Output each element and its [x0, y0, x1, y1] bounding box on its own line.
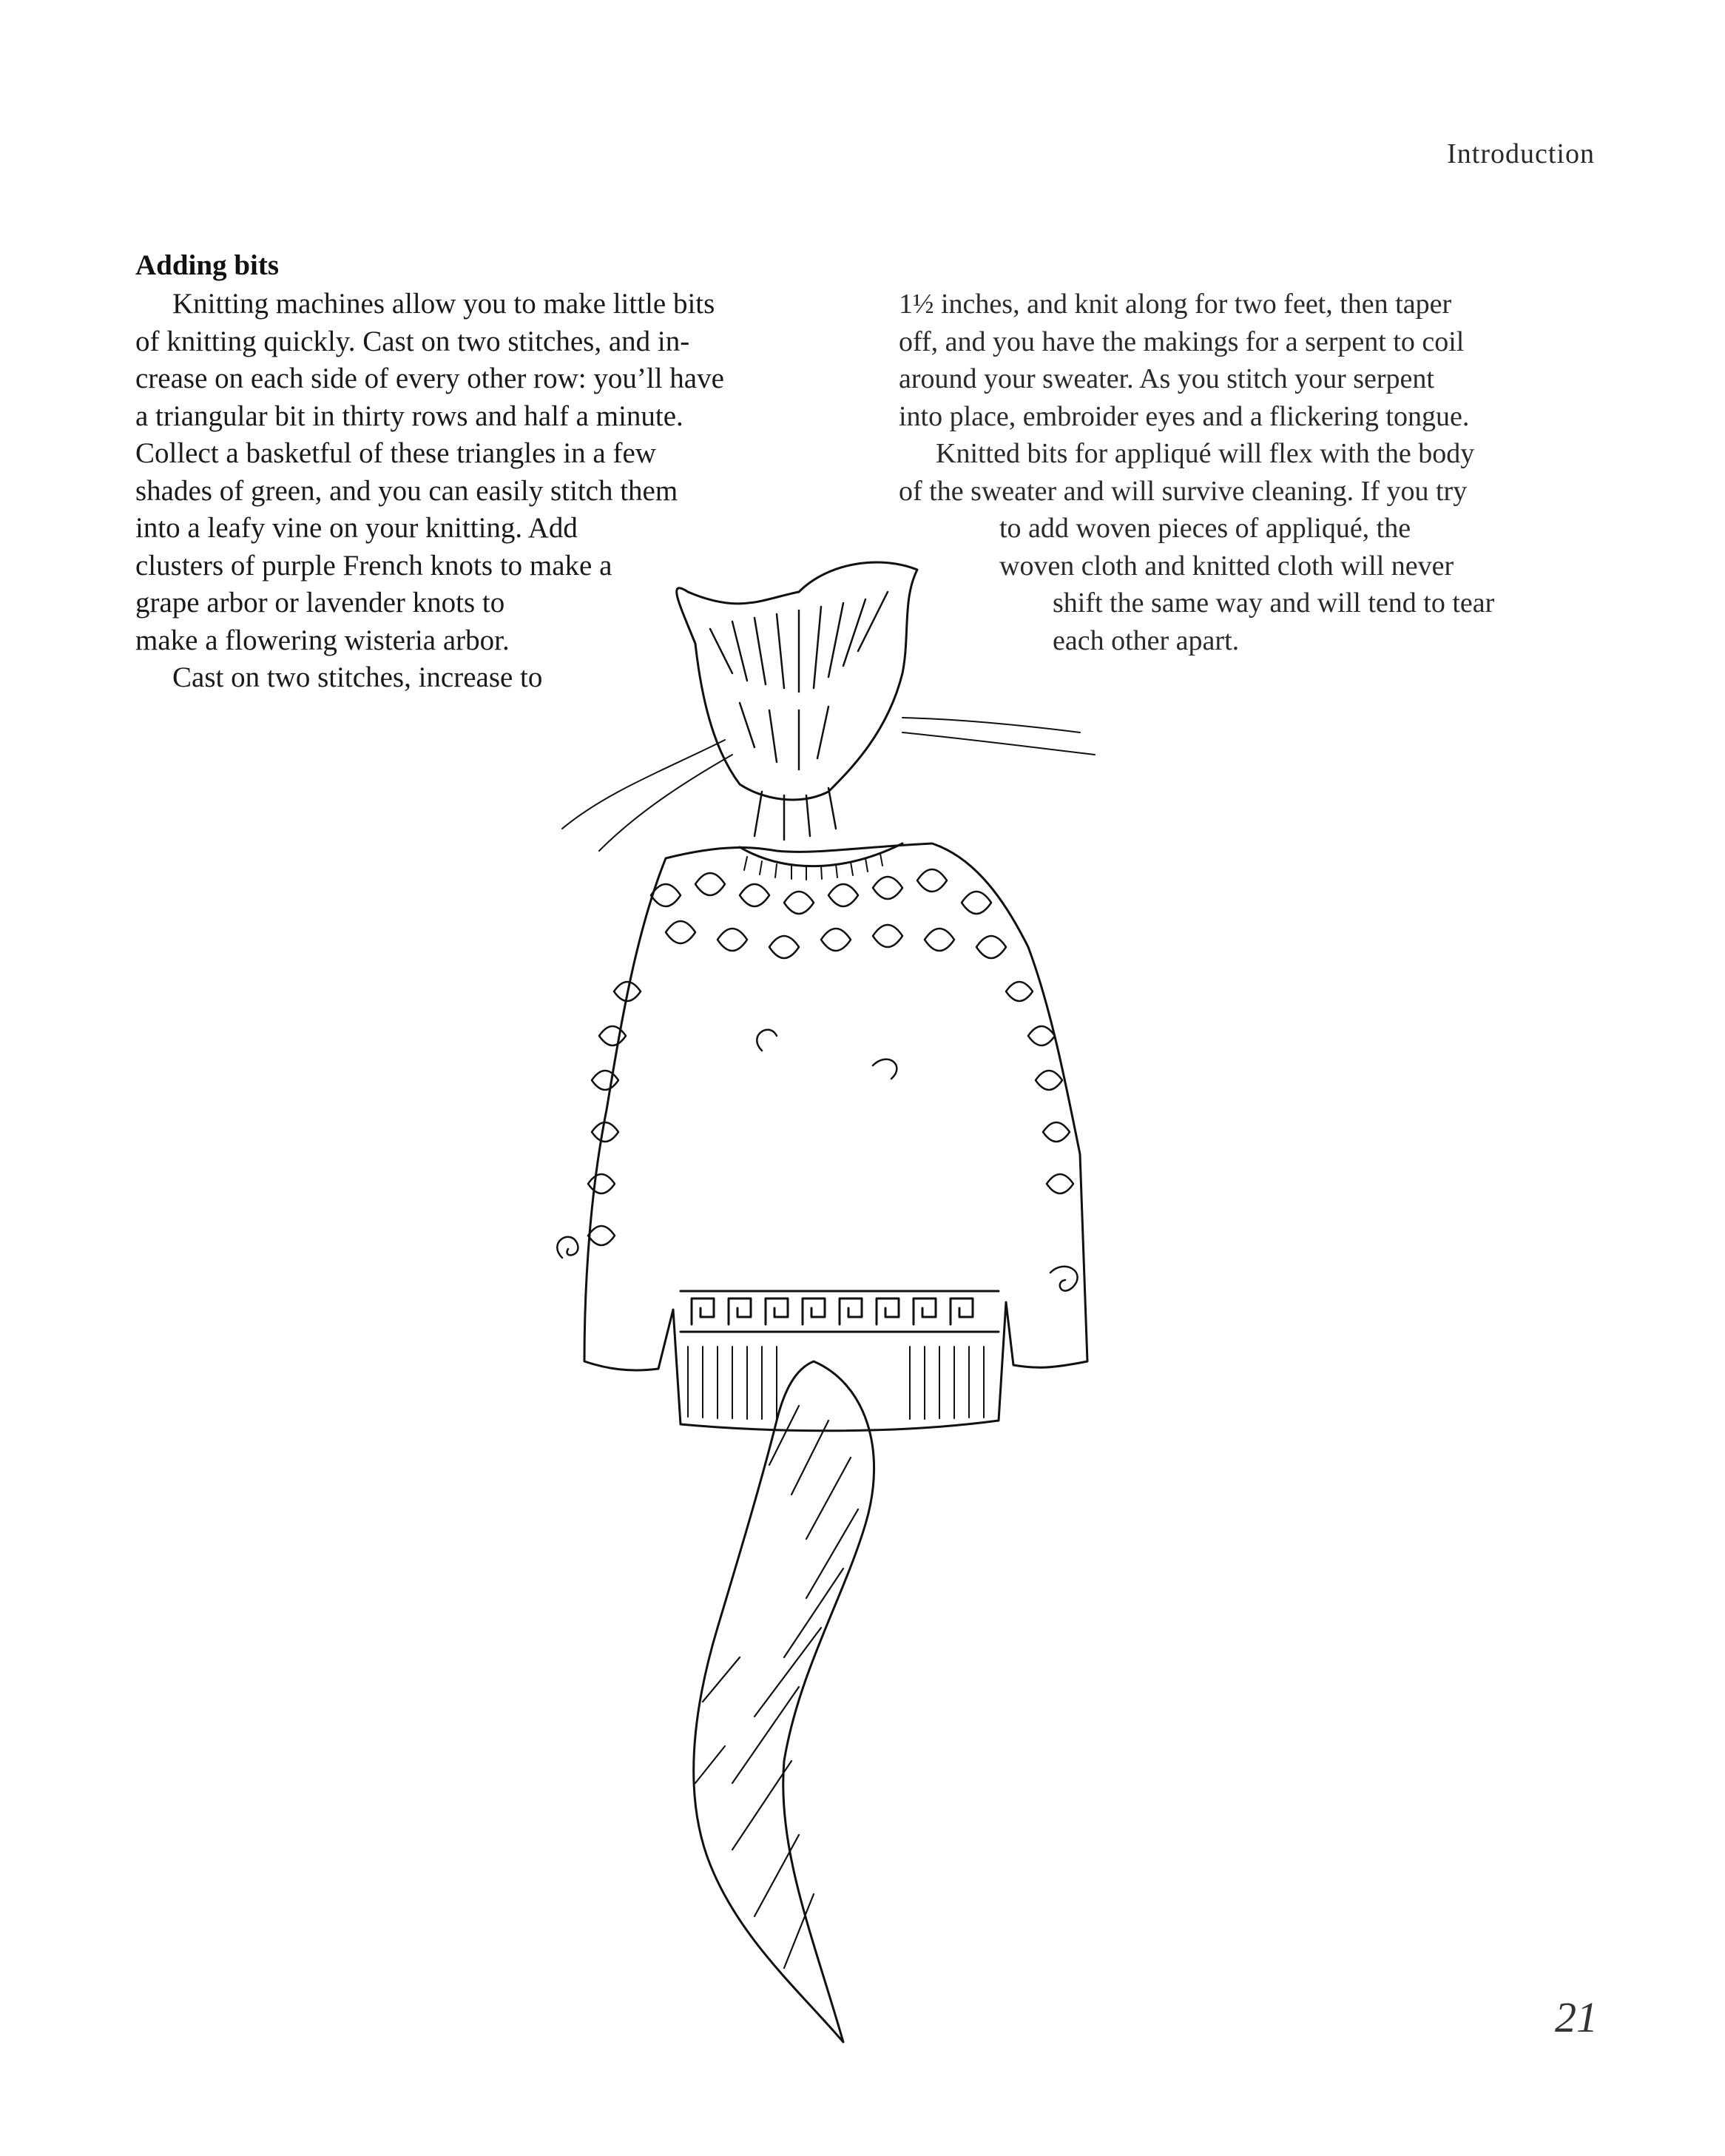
text-line: Knitting machines allow you to make little bits	[172, 288, 715, 320]
text-line: of the sweater and will survive cleaning. If you try	[899, 475, 1468, 507]
waist-ribbing	[688, 1347, 984, 1419]
text-line: a triangular bit in thirty rows and half a minute.	[135, 400, 683, 432]
section-heading: Adding bits	[135, 249, 280, 281]
running-head: Introduction	[1447, 138, 1595, 169]
text-line: 1½ inches, and knit along for two feet, then taper	[899, 289, 1452, 320]
text-line: Cast on two stitches, increase to	[172, 661, 543, 693]
whiskers	[562, 718, 1095, 851]
sweater-body	[584, 843, 1087, 1431]
text-line: off, and you have the makings for a serpent to coil	[899, 326, 1465, 357]
text-line: clusters of purple French knots to make a	[135, 549, 612, 582]
text-line: grape arbor or lavender knots to	[135, 587, 505, 619]
text-line: to add woven pieces of appliqué, the	[999, 513, 1411, 544]
text-line: crease on each side of every other row: you’ll have	[135, 363, 724, 394]
text-line: each other apart.	[1053, 624, 1240, 656]
cat-in-sweater-illustration	[518, 548, 1154, 2057]
text-line: around your sweater. As you stitch your serpent	[899, 363, 1434, 394]
text-line: make a flowering wisteria arbor.	[135, 624, 510, 656]
text-line: into a leafy vine on your knitting. Add	[135, 512, 578, 544]
text-line: Knitted bits for appliqué will flex with the body	[936, 438, 1475, 469]
greek-key-border	[681, 1291, 999, 1332]
text-line: into place, embroider eyes and a flickering tongue.	[899, 400, 1470, 432]
text-line: woven cloth and knitted cloth will never	[999, 550, 1454, 582]
page-number: 21	[1555, 1993, 1598, 2041]
text-line: shift the same way and will tend to tear	[1053, 587, 1495, 619]
text-line: Collect a basketful of these triangles in a few	[135, 437, 656, 469]
head-fur	[710, 592, 888, 769]
cat-head	[677, 562, 917, 800]
vine-leaves	[557, 869, 1077, 1291]
text-line: shades of green, and you can easily stitch them	[135, 474, 678, 507]
text-line: of knitting quickly. Cast on two stitches, and in-	[135, 325, 690, 357]
